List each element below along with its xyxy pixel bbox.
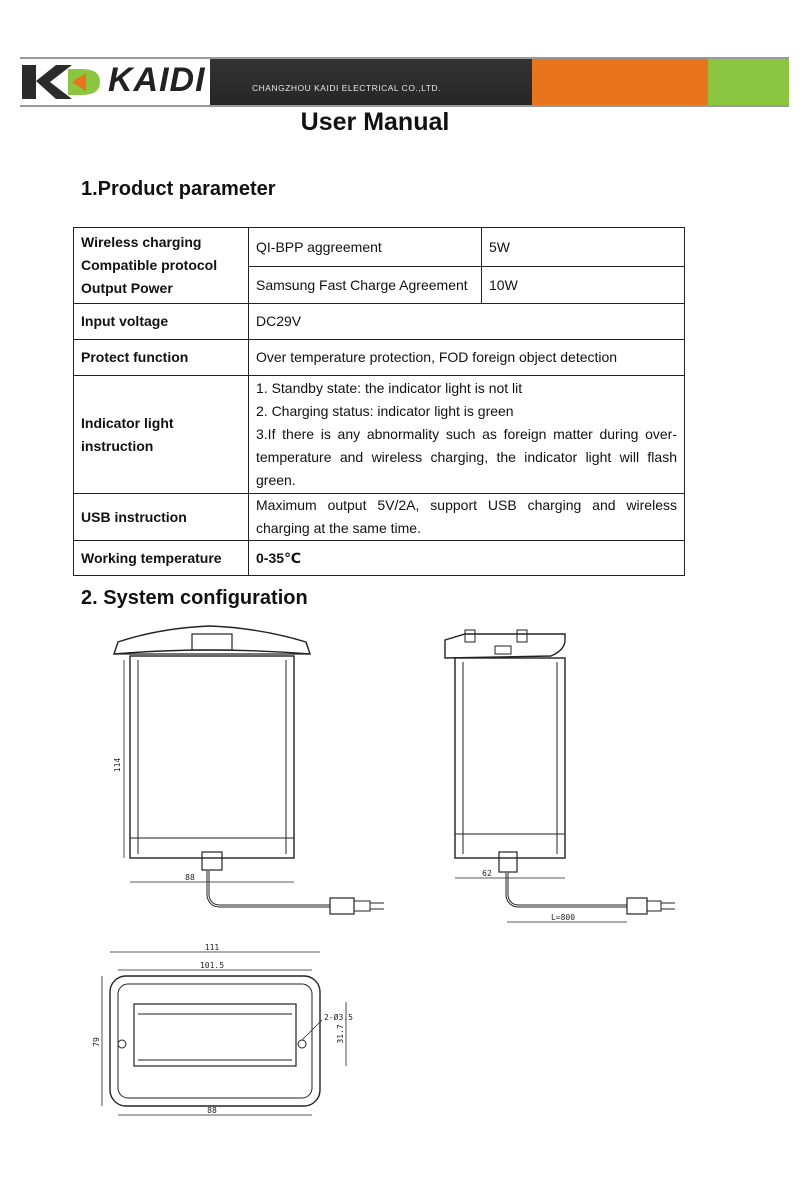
wireless-label-line3: Output Power [81, 280, 173, 296]
protocol-samsung-cell: Samsung Fast Charge Agreement [249, 267, 482, 304]
top-height-dimension: 79 [92, 1037, 101, 1047]
top-inner-dimension: 101.5 [199, 961, 225, 970]
working-temperature-value: 0-35℃ [249, 541, 685, 576]
indicator-label-line1: Indicator light [81, 414, 174, 431]
input-voltage-value: DC29V [249, 304, 685, 340]
banner-green-band [708, 59, 789, 105]
wireless-label-line1: Wireless charging [81, 234, 202, 250]
protect-function-value: Over temperature protection, FOD foreign object detection [249, 340, 685, 376]
table-row [74, 304, 685, 340]
indicator-label-line2: instruction [81, 437, 154, 454]
top-outer-dimension: 111 [204, 943, 220, 952]
protect-function-label: Protect function [74, 340, 249, 376]
front-view-drawing [100, 620, 400, 920]
kaidi-logo-icon [20, 61, 104, 103]
cable-length-dimension: L=800 [550, 913, 576, 922]
company-name: CHANGZHOU KAIDI ELECTRICAL CO.,LTD. [252, 83, 441, 93]
front-width-dimension: 88 [185, 873, 195, 882]
indicator-line2: 2. Charging status: indicator light is green [256, 403, 514, 419]
header-banner [20, 57, 789, 107]
parameter-table [73, 227, 685, 576]
front-height-dimension: 114 [113, 757, 122, 773]
wireless-label-cell [74, 228, 249, 304]
usb-instruction-value: Maximum output 5V/2A, support USB charging and wireless charging at the same time. [249, 494, 685, 541]
section-system-configuration-heading: 2. System configuration [81, 587, 308, 609]
power-samsung-cell: 10W [482, 267, 685, 304]
indicator-value-cell [249, 376, 685, 494]
power-qi-cell: 5W [482, 228, 685, 267]
table-row [74, 494, 685, 541]
table-row [74, 376, 685, 494]
indicator-line1: 1. Standby state: the indicator light is not lit [256, 380, 523, 396]
top-view-drawing [90, 940, 370, 1120]
indicator-label-cell [74, 376, 249, 494]
wireless-label-line2: Compatible protocol [81, 257, 218, 273]
banner-dark-band [210, 59, 532, 105]
brand-name: KAIDI [108, 61, 206, 99]
side-view-drawing [435, 620, 685, 930]
indicator-line3: 3.If there is any abnormality such as foreign matter during over-temperature and wireless charging, the indicator light will flash green. [256, 426, 677, 488]
protocol-qi-cell: QI-BPP aggreement [249, 228, 482, 267]
top-bottom-dimension: 88 [207, 1106, 217, 1115]
table-row [74, 228, 685, 267]
table-row [74, 541, 685, 576]
input-voltage-label: Input voltage [74, 304, 249, 340]
working-temperature-label: Working temperature [74, 541, 249, 576]
page-title: User Manual [300, 108, 450, 136]
banner-orange-band [532, 59, 708, 105]
hole-dimension: 2-Ø3.5 [324, 1013, 353, 1022]
side-width-dimension: 62 [482, 869, 492, 878]
section-product-parameter-heading: 1.Product parameter [81, 178, 276, 200]
table-row [74, 340, 685, 376]
hole-spacing-dimension: 31.7 [336, 1024, 345, 1044]
usb-instruction-label: USB instruction [74, 494, 249, 541]
